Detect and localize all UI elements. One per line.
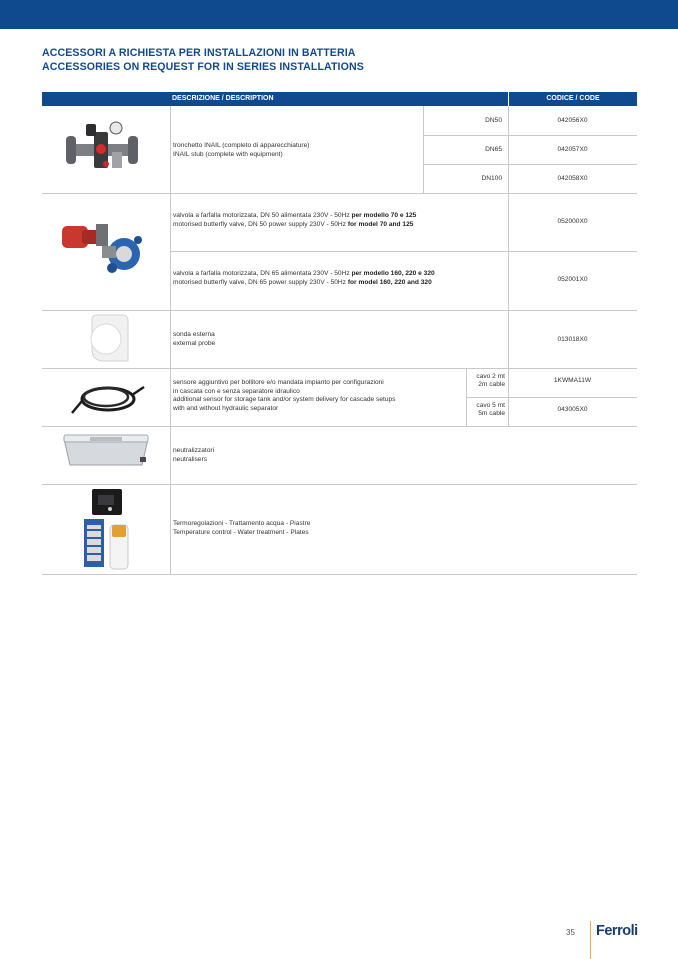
- sensor-desc-line4: with and without hydraulic separator: [173, 404, 279, 412]
- valve-dn50-en-model: for model 70 and 125: [347, 220, 414, 228]
- divider: [423, 135, 637, 136]
- sensor-cable-5m: [447, 402, 505, 419]
- valve-dn65-en-model: for model 160, 220 and 320: [347, 278, 432, 286]
- valve-dn65-en-text: motorised butterfly valve, DN 65 power supply 230V - 50Hz: [173, 278, 348, 286]
- inail-size-dn50: DN50: [485, 117, 502, 124]
- inail-size-dn100: DN100: [481, 175, 502, 182]
- neutralisers-description: [173, 447, 214, 464]
- inail-stub-image: [42, 106, 171, 193]
- valve-dn50-description: [173, 212, 416, 229]
- control-treatment-plates-image: [42, 485, 171, 574]
- table-row-others: [42, 485, 637, 575]
- inail-code-dn100: 042058X0: [557, 175, 588, 182]
- others-desc-it: Termoregolazioni - Trattamento acqua - Piastre: [173, 520, 311, 527]
- heading-english: ACCESSORIES ON REQUEST FOR IN SERIES INSTALLATIONS: [42, 61, 364, 73]
- table-row-neutralisers: [42, 427, 637, 485]
- sensor-desc-line2: in cascata con e senza separatore idraulico: [173, 387, 300, 395]
- valve-dn50-code: 052000X0: [557, 218, 588, 225]
- inail-desc-en: INAIL stub (complete with equipment): [173, 150, 283, 158]
- valve-dn65-it-text: valvola a farfalla motorizzata, DN 65 alimentata 230V - 50Hz: [173, 270, 352, 277]
- sensor-cable-2m: [447, 373, 505, 390]
- probe-code: 013018X0: [557, 336, 588, 343]
- sensor-cable-5m-it: cavo 5 mt: [476, 402, 505, 409]
- sensor-desc-line3: additional sensor for storage tank and/or system delivery for cascade setups: [173, 396, 396, 404]
- inail-code-dn65: 042057X0: [557, 146, 588, 153]
- neutralisers-desc-it: neutralizzatori: [173, 447, 215, 454]
- table-header: [42, 92, 637, 106]
- sensor-cable-2m-it: cavo 2 mt: [476, 373, 505, 380]
- valve-dn65-code: 052001X0: [557, 276, 588, 283]
- table-row-sensor: [42, 369, 637, 427]
- divider: [423, 164, 637, 165]
- header-description: DESCRIZIONE / DESCRIPTION: [172, 95, 274, 102]
- valve-dn50-it-text: valvola a farfalla motorizzata, DN 50 alimentata 230V - 50Hz: [173, 212, 352, 219]
- valve-dn50-desc-it: [173, 212, 416, 221]
- heading-italian: ACCESSORI A RICHIESTA PER INSTALLAZIONI IN BATTERIA: [42, 47, 356, 59]
- table-row-valves: [42, 194, 637, 311]
- valve-dn65-it-model: per modello 160, 220 e 320: [351, 270, 435, 277]
- divider: [171, 251, 637, 252]
- table-row-inail: [42, 106, 637, 194]
- divider: [466, 397, 637, 398]
- sensor-cable-5m-en: 5m cable: [478, 410, 505, 418]
- probe-desc-en: external probe: [173, 339, 216, 347]
- sensor-description: [173, 379, 395, 413]
- external-probe-image: [42, 311, 171, 368]
- sensor-code-5m: 043005X0: [557, 406, 588, 413]
- page-number: 35: [566, 928, 575, 937]
- probe-description: [173, 331, 215, 348]
- inail-size-dn65: DN65: [485, 146, 502, 153]
- others-description: [173, 520, 310, 537]
- valve-dn50-it-model: per modello 70 e 125: [351, 212, 417, 219]
- header-code: CODICE / CODE: [508, 92, 637, 106]
- neutralisers-desc-en: neutralisers: [173, 455, 208, 463]
- butterfly-valve-image: [42, 194, 171, 310]
- valve-dn65-desc-it: [173, 270, 435, 279]
- brand-logo: Ferroli: [596, 923, 638, 939]
- valve-dn50-en-text: motorised butterfly valve, DN 50 power supply 230V - 50Hz: [173, 220, 348, 228]
- top-header-band: [0, 0, 678, 29]
- divider: [508, 194, 509, 311]
- logo-divider: [590, 921, 591, 959]
- probe-desc-it: sonda esterna: [173, 331, 215, 338]
- neutraliser-image: [42, 427, 171, 484]
- sensor-code-2m: 1KWMA11W: [553, 377, 592, 384]
- valve-dn65-desc-en: [173, 279, 435, 288]
- divider: [423, 106, 424, 194]
- inail-desc-it: tronchetto INAIL (completo di apparecchiature): [173, 142, 310, 149]
- valve-dn65-description: [173, 270, 435, 287]
- inail-description: [173, 142, 309, 159]
- valve-dn50-desc-en: [173, 221, 416, 230]
- inail-code-dn50: 042056X0: [557, 117, 588, 124]
- sensor-desc-line1: sensore aggiuntivo per bollitore e/o mandata impianto per configurazioni: [173, 379, 384, 386]
- section-heading: [42, 46, 364, 74]
- table-row-probe: [42, 311, 637, 369]
- others-desc-en: Temperature control - Water treatment - Plates: [173, 528, 309, 536]
- sensor-cable-image: [42, 369, 171, 426]
- sensor-cable-2m-en: 2m cable: [478, 381, 505, 389]
